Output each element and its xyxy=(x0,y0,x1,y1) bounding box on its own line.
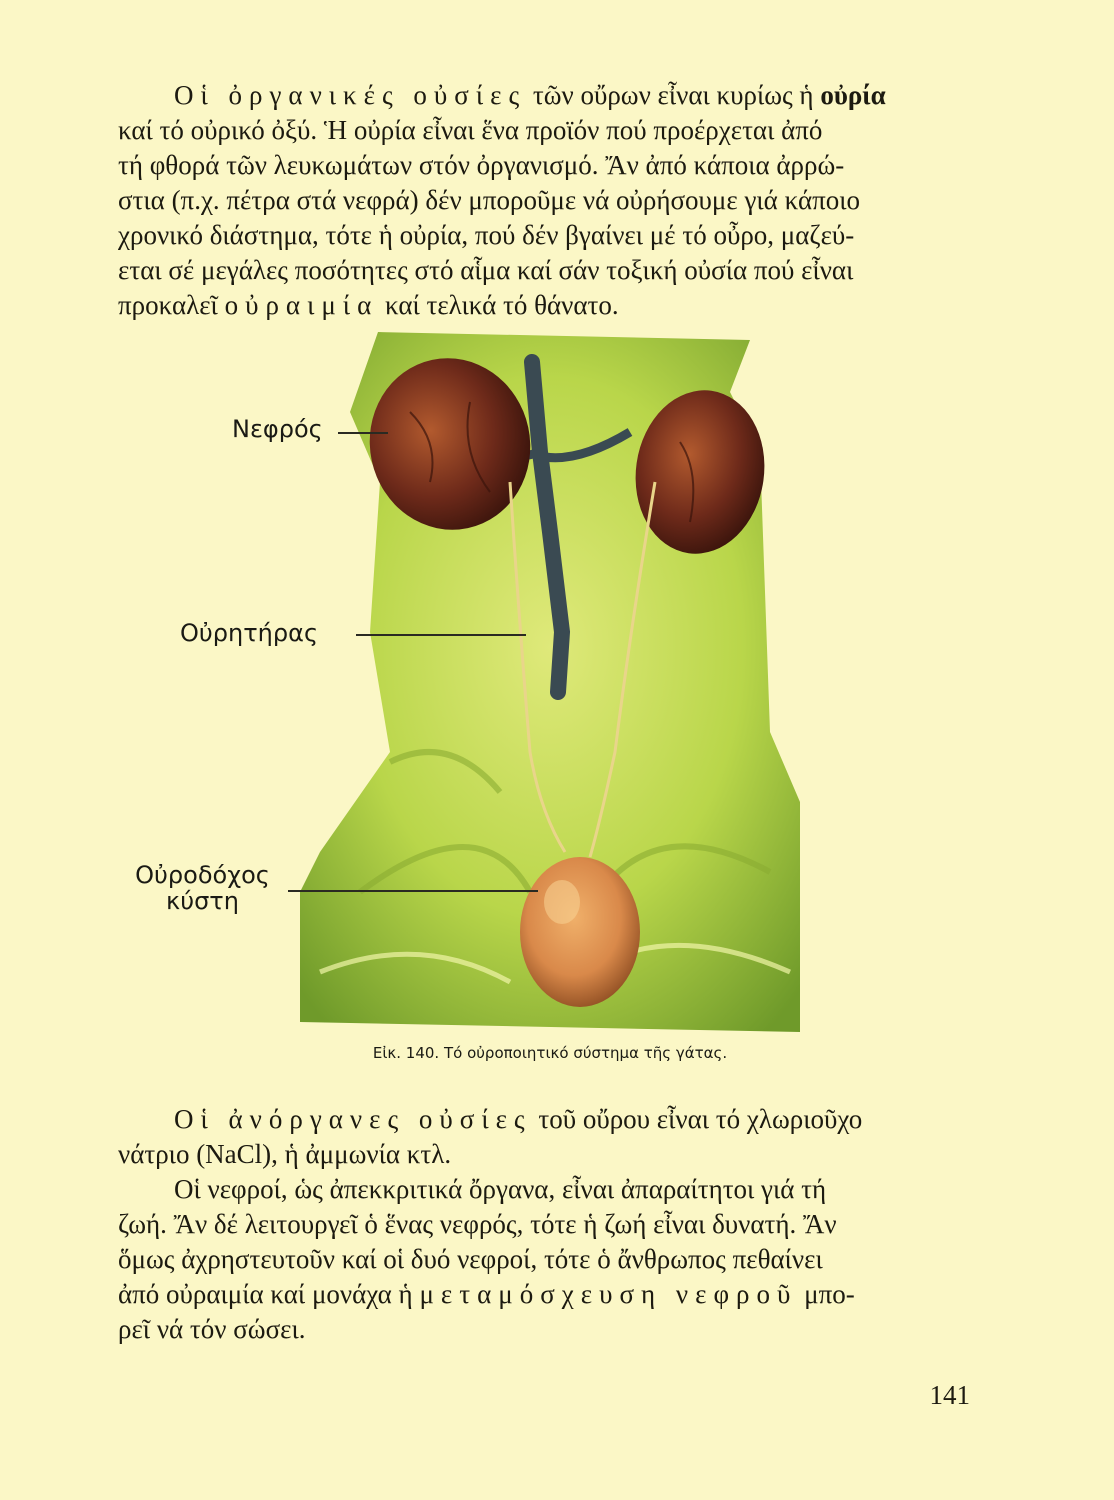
text-line: τή φθορά τῶν λευκωμάτων στόν ὀργανισμό. Ἄν ἀπό κάποια ἀρρώ- xyxy=(118,150,845,180)
text-line xyxy=(118,1277,970,1312)
text-line: ρεῖ νά τόν σώσει. xyxy=(118,1314,306,1344)
urinary-bladder xyxy=(520,857,640,1007)
page-number: 141 xyxy=(929,1380,970,1410)
label-bladder xyxy=(120,862,285,914)
label-kidney: Νεφρός xyxy=(232,415,323,443)
leader-line-kidney xyxy=(338,432,388,434)
leader-line-ureter xyxy=(356,634,526,636)
spaced-term: οὐραιμία xyxy=(224,290,379,320)
text-line: ὅμως ἀχρηστευτοῦν καί οἱ δυό νεφροί, τότε ὁ ἄνθρωπος πεθαίνει xyxy=(118,1244,823,1274)
spaced-term: Οἱ ὀργανικές οὐσίες xyxy=(174,80,527,110)
text-line: εται σέ μεγάλες ποσότητες στό αἷμα καί σάν τοξική οὐσία πού εἶναι xyxy=(118,255,854,285)
label-bladder-line: κύστη xyxy=(166,887,239,915)
text-span: καί τελικά τό θάνατο. xyxy=(378,290,619,320)
bold-term: οὐρία xyxy=(820,80,886,110)
label-ureter: Οὐρητήρας xyxy=(180,619,319,647)
text-line: ζωή. Ἄν δέ λειτουργεῖ ὁ ἕνας νεφρός, τότε ἡ ζωή εἶναι δυνατή. Ἄν xyxy=(118,1209,837,1239)
bottom-paragraph xyxy=(118,1102,970,1347)
text-span: τῶν οὔρων εἶναι κυρίως ἡ xyxy=(526,80,821,110)
text-line: στια (π.χ. πέτρα στά νεφρά) δέν μποροῦμε νά οὐρήσουμε γιά κάποιο xyxy=(118,185,860,215)
spaced-term: μεταμόσχευση νεφροῦ xyxy=(419,1279,798,1309)
leader-line-bladder xyxy=(288,890,538,892)
figure-caption: Εἰκ. 140. Τό οὐροποιητικό σύστημα τῆς γάτας. xyxy=(372,1044,728,1062)
text-span: προκαλεῖ xyxy=(118,290,225,320)
urinary-system-photo xyxy=(300,332,800,1032)
text-line: καί τό οὐρικό ὀξύ. Ἡ οὐρία εἶναι ἕνα προϊόν πού προέρχεται ἀπό xyxy=(118,115,823,145)
text-line xyxy=(118,288,970,323)
text-span: μπο- xyxy=(797,1279,855,1309)
text-line xyxy=(118,78,970,113)
top-paragraph xyxy=(118,78,970,323)
label-bladder-line: Οὐροδόχος xyxy=(135,861,270,889)
spaced-term: Οἱ ἀνόργανες οὐσίες xyxy=(174,1104,532,1134)
text-line xyxy=(118,1102,970,1137)
text-span: τοῦ οὔρου εἶναι τό χλωριοῦχο xyxy=(531,1104,863,1134)
text-line: νάτριο (NaCl), ἡ ἀμμωνία κτλ. xyxy=(118,1139,452,1169)
text-line: χρονικό διάστημα, τότε ἡ οὐρία, πού δέν βγαίνει μέ τό οὖρο, μαζεύ- xyxy=(118,220,855,250)
text-line: Οἱ νεφροί, ὡς ἀπεκκριτικά ὄργανα, εἶναι ἀπαραίτητοι γιά τή xyxy=(174,1174,827,1204)
text-span: ἀπό οὐραιμία καί μονάχα ἡ xyxy=(118,1279,420,1309)
